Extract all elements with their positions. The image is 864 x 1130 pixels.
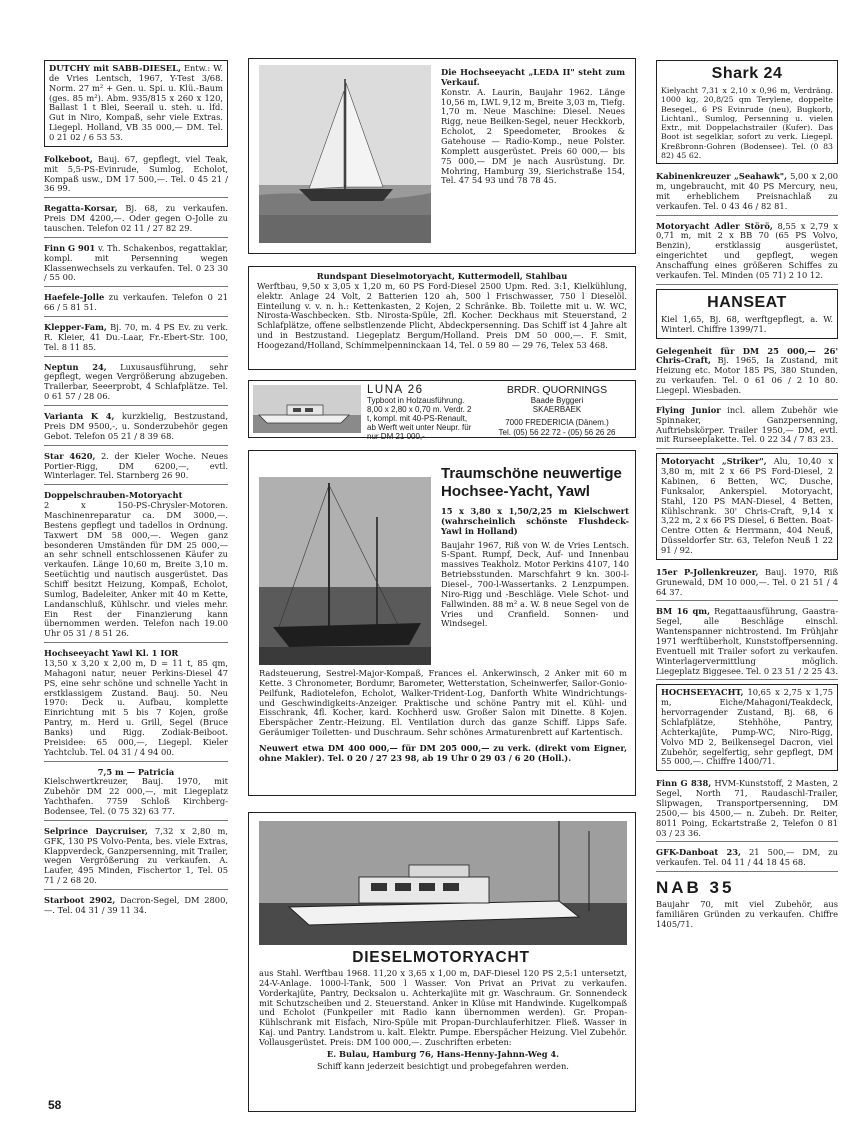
ad-heading: BM 16 qm, [656,606,710,617]
ad-text: Bj. 1965, Ia Zustand, mit Heizung etc. Motor 185 PS, 380 Stunden, zu verkaufen. Tel. 0 61 06 / 2 10 80. Liegepl. Wiesbaden. [656,355,838,395]
luna-title: LUNA 26 [367,384,424,396]
ad-text: 21 500,— DM, zu verkaufen. Tel. 04 11 / 44 18 45 68. [656,847,838,868]
classified-ad [656,404,838,449]
luna-ad [248,380,636,441]
diesel-note: Schiff kann jederzeit besichtigt und probegefahren werden. [317,1060,569,1071]
classified-ad [44,894,228,919]
ad-text: 2. der Kieler Woche. Neues Portier-Rigg, DM 6200,—, evtl. Winterlager. Tel. Starnberg 26 90. [44,450,228,481]
ad-text: Entw.: W. de Vries Lentsch, 1967, Y-Test 3/68. Norm. 27 m² + Gen. u. Spi. u. Klü.-Baum (ges. 85 m²). Abm. 935/815 x 260 x 120, Ballast 1 t Blei, Seerail u. steh. u. lfd. Gut in Niro, Kompaß, sehr viele Extras. Liegepl. Holland, VB 35 000,— DM. Tel. 0 21 02 / 6 53 53. [49,63,223,143]
ad-heading: Finn G 838, [656,778,712,789]
ad-heading: Klepper-Fam, [44,322,107,333]
ad-text: 5,00 x 2,00 m, ungebraucht, mit 40 PS Mercury, neu, mit erheblichem Preisnachlaß zu verkaufen. Tel. 0 43 46 / 82 81. [656,171,839,211]
ad-heading: Star 4620, [44,450,96,461]
ad-text: 2 x 150-PS-Chrysler-Motoren. Maschinenreparatur ca. DM 3000,—. Bestens gepflegt und tadellos in Ordnung. Taxwert DM 58 000,—. Wegen ganz besonderen Umständen für DM 25 000,— an sehr schnell entschlossenen Käufer zu verkaufen. Länge 10,60 m, Breite 3,10 m. Seetüchtig und nautisch ausgerüstet. Das Schiff besitzt Heizung, Kompaß, Echolot, Sumlog, Badeleiter, Anker mit 40 m Kette, Landanschluß, Kühlschr. und vieles mehr. Ein Rest der Finanzierung kann übernommen werden. Telefon nach 19.00 Uhr 05 31 / 8 51 26. [44,500,228,639]
ad-heading: Selprince Daycruiser, [44,825,148,836]
ad-heading: Regatta-Korsar, [44,203,118,214]
ad-heading: 15er P-Jollenkreuzer, [656,566,759,577]
dealer-line: Baade Byggeri [530,396,584,406]
diesel-title: DIESELMOTORYACHT [352,949,530,966]
ad-heading: HOCHSEEYACHT, [661,687,744,698]
right-column [656,60,838,937]
classified-ad [44,60,228,147]
classified-ad [44,242,228,287]
ad-heading: Die Hochseeyacht „LEDA II" steht zum Verkauf. [441,67,625,87]
classified-ad [44,321,228,357]
left-column [44,60,228,923]
ad-text: aus Stahl. Werftbau 1968. 11,20 x 3,65 x 1,00 m, DAF-Diesel 120 PS 2,5:1 untersetzt, 24-V-Anlage. 1000-l-Tank, 500 l Wasser. Von Privat an Privat zu verkaufen. Vorderkajüte, Pantry, Decksalon u. Achterkajüte mit gr. Waschraum. Gr. Sonnendeck mit Schutzscheiben und 2. Steuerstand. Anker in Klüse mit Handwinde. Kugelkompaß und Echolot (Funkpeiler mit Radio kann übernommen werden). Gr. Propan-Kühlschrank mit Eisfach, Niro-Spüle mit Propan-Durchlauferhitzer. Fließ. Wasser in Kaj. und Pantry. Landstrom u. kalt. Elektr. Pumpe. Eberspächer Heizung. Viel Zubehör. Vollausgerüstet. Preis: DM 100 000,—. Zuschriften erbeten: [259,968,627,1048]
ad-text: HVM-Kunststoff, 2 Masten, 2 Segel, North 71, Raudaschl-Trailer, Slipwagen, Transportpersenning, DM 2500,— bis 4500,— n. Zubeh. Dr. Reiter, 8011 Poing, Eckartstraße 2, Telefon 0 81 03 / 23 36. [656,778,838,838]
ad-text: Bj. 68, zu verkaufen. Preis DM 4200,—. Oder gegen O-Jolle zu tauschen. Telefon 02 11 / 27 82 29. [44,203,228,234]
yawl-title: Traumschöne neuwertige Hochsee-Yacht, Yawl [441,465,622,500]
classified-ad [656,453,838,560]
ad-heading: Starboot 2902, [44,895,116,906]
classified-ad [44,410,228,446]
classified-ad [656,605,838,680]
classified-ad [656,777,838,842]
ad-text: Bauj. 1970, Riß Grunewald, DM 10 000,—. Tel. 0 21 51 / 4 64 37. [656,566,838,597]
classified-ad [656,684,838,771]
ad-heading: Motoryacht Adler Störö, [656,220,773,231]
luna-text: Typboot in Holzausführung. 8,00 x 2,80 x 0,70 m. Verdr. 2 t, kompl. mit 40-PS-Renault, ab Werft weit unter Neupr. für nur DM 21 000,- [367,395,472,441]
classified-ad [44,153,228,198]
classified-ad [44,489,228,643]
ad-heading: Finn G 901 [44,242,96,253]
page-number: 58 [48,1098,62,1112]
ad-heading: Hochseeyacht Yawl Kl. 1 IOR [44,648,179,659]
ad-text: Regattaausführung, Gaastra-Segel, alle Beschläge einschl. Wantenspanner nichtrostend. Im Frühjahr 1971 werftüberholt, Kunststoffpersenning. Eventuell mit Trailer sofort zu verkaufen. Winterlagervermittlung möglich. Liegeplatz Biggesee. Tel. 0 23 51 / 2 25 43. [656,606,839,676]
shark-ad [656,60,838,164]
motorboat-photo [253,385,361,433]
ad-text: Radsteuerung, Sestrel-Major-Kompaß, Frances el. Ankerwinsch, 2 Anker mit 60 m Kette. 3 Chronometer, Bordumr, Barometer, Wetterstation, Scheinwerfer, Sailor-Gonio-Peilfunk, Radiotelefon, Echolot, Walker-Trident-Log, Danforth White Windrichtungs- und Geschwindigkeits-Anzeiger. Praktische und schöne Pantry mit el. Kühl- und Eisschrank, 4fl. Kocher, kard. Kochherd usw. Großer Salon mit Dinette. 8 Kojen. Eberspächer Zentr.-Heizung. El. Ventilation durch das ganze Schiff. Lipps Safe. Geräumiger Toiletten- und Duschraum. Sehr schönes Armaturenbrett auf Kartentisch. [259,668,627,738]
classified-ad [656,345,838,400]
ad-heading: 7,5 m — Patricia [97,766,175,777]
classified-ad [44,766,228,821]
yawl-photo [259,477,431,665]
ad-heading: DUTCHY mit SABB-DIESEL, [49,63,181,73]
nab-title: NAB 35 [656,878,735,898]
yawl-price: Neuwert etwa DM 400 000,— für DM 205 000,— zu verk. (direkt vom Eigner, ohne Makler). Tel. 0 20 / 27 23 98, ab 19 Uhr 0 29 03 / 6 20 (Holl.). [259,743,627,763]
ad-text: Baujahr 1967, Riß von W. de Vries Lentsch. S-Spant. Rumpf, Deck, Auf- und Innenbau massives Teakholz. Motor Perkins 4107, 140 Betriebsstunden. Marschfahrt 9 kn. 300-l-Diesel-, 700-l-Wassertanks. 2 Lenzpumpen. Niro-Rigg und -Beschläge. Viele Schot- und Fallwinden. 88 m² a. W. 8 neue Segel von de Vries und Cranfield. Sonnen- und Windsegel. [441,539,629,629]
ad-heading: Folkeboot, [44,153,93,164]
motoryacht-photo [259,821,627,945]
yawl-ad [248,450,636,796]
classified-ad [44,202,228,238]
ad-text: v. Th. Schakenbos, regattaklar, kompl. mit Persenning wegen Klassenwechsels zu verkaufen. Tel. 0 23 30 / 55 00. [44,242,228,283]
ad-text: Bj. 70, m. 4 PS Ev. zu verk. R. Kleier, 41 Du.-Laar, Fr.-Ebert-Str. 100, Tel. 8 11 85. [44,322,229,352]
dealer-line: SKAERBAEK [532,405,582,415]
ad-heading: Gelegenheit für DM 25 000,— 26' Chris-Craft, [656,345,838,366]
ad-text: zu verkaufen. Telefon 0 21 66 / 5 81 51. [44,292,228,313]
sailboat-photo [259,65,431,243]
shark-title: Shark 24 [711,65,783,82]
classified-ad [44,361,228,406]
classified-ad [44,450,228,486]
ad-text: 8,55 x 2,79 x 0,71 m, mit 2 x BB 70 (65 PS Volvo, Benzin), erstklassig ausgerüstet, eingerichtet und gepflegt, wegen Anschaffung eines größeren Schiffes zu verkaufen. Tel. Minden (05 71) 2 10 12. [656,220,839,280]
ad-text: Luxusausführung, sehr gepflegt, wegen Vergrößerung abzugeben. Trailerbar, Seeerprobt, 4 Schlafplätze. Tel. 0 61 57 / 28 06. [44,361,229,402]
ad-heading: Varianta K 4, [44,411,115,422]
classified-ad [656,220,838,285]
ad-text: Baujahr 70, mit viel Zubehör, aus familiären Gründen zu verkaufen. Chiffre 1405/71. [656,899,838,930]
ad-text: kurzkielig, Bestzustand, Preis DM 9500,-, u. Sonderzubehör gegen Gebot. Telefon 05 21 / 8 39 68. [44,411,229,441]
classified-ad [44,647,228,761]
dealer-phone: Tel. (05) 56 22 72 - (05) 56 26 26 [498,427,616,437]
classified-ad [44,825,228,890]
ad-heading: Doppelschrauben-Motoryacht [44,490,183,501]
classified-ad [656,846,838,872]
classified-ad [44,291,228,317]
ad-text: 7,32 x 2,80 m, GFK, 130 PS Volvo-Penta, bes. viele Extras, Klappverdeck, Ganzpersenning, mit Trailer, wegen Vergrößerung zu verkaufen. A. Laufer, 495 Minden, Fischertor 1, Tel. 05 71 / 2 68 20. [44,825,229,886]
leda-ad [248,58,636,254]
classified-ad [656,170,838,215]
ad-text: Kielyacht 7,31 x 2,10 x 0,96 m, Verdräng. 1000 kg, 20,8/25 qm Terylene, doppelte Besegel., 6 PS Evinrude (neu), Bugkorb, Lichtanl., Sumlog, Persenning u. vielen Extr., mit Doppelachstrailer (Kufer). Das Boot ist segelklar, sofort zu verk. Liegepl. Kreßbronn-Gohren (Bodensee). Tel. (0 83 82) 45 62. [661,86,833,160]
rundspant-ad [248,266,636,370]
dealer-name: BRDR. QUORNINGS [506,384,608,396]
ad-text: Bauj. 67, gepflegt, viel Teak, mit 5,5-PS-Evinrude, Sumlog, Echolot, Kompaß usw., DM 17 500,—. Tel. 0 45 21 / 36 99. [44,153,229,194]
hanseat-ad [656,289,838,339]
yawl-spec: 15 x 3,80 x 1,50/2,25 m Kielschwert (wahrscheinlich schönste Flushdeck-Yawl in Holland) [441,506,629,536]
ad-text: Kiel 1,65, Bj. 68, werftgepflegt, a. W. Winterl. Chiffre 1399/71. [661,313,833,334]
ad-heading: GFK-Danboat 23, [656,847,741,858]
ad-text: Alu, 10,40 x 3,80 m, mit 2 x 66 PS Ford-Diesel, 2 Kabinen, 6 Betten, WC, Dusche, Funksalor, Ankerspiel. Motoryacht, Stahl, 120 PS MAN-Diesel, 4 Betten, Kühlschrank. 30' Chris-Craft, 9,14 x 3,22 m, 2 x 66 PS Diesel, 6 Betten. Boat-Centre Otten & Herrmann, 404 Neuß, Düsseldorfer Str. 63, Telefon Neuß 1 22 91 / 92. [661,456,834,555]
dealer-address: 7000 FREDERICIA (Dänem.) [505,418,609,428]
diesel-contact: E. Bulau, Hamburg 76, Hans-Henny-Jahnn-Weg 4. [326,1048,560,1059]
ad-text: 10,65 x 2,75 x 1,75 m, Eiche/Mahagoni/Teakdeck, hervorragender Zustand, Bj. 68, 6 Schlafplätze, Stehhöhe, Pantry, Achterkajüte, Pump-WC, Niro-Rigg, Volvo MD 2, Beilkensegel Dacron, viel Zubehör, segelfertig, sehr gepflegt, DM 55 000,—. Chiffre 1400/71. [661,687,833,767]
ad-heading: Neptun 24, [44,361,107,372]
ad-heading: Rundspant Dieselmotoryacht, Kuttermodell, Stahlbau [316,271,568,281]
ad-text: Werftbau, 9,50 x 3,05 x 1,20 m, 60 PS Ford-Diesel 2500 Upm. Red. 3:1, Kielkühlung, elektr. Anlage 24 Volt, 2 Batterien 120 ah, 500 l Frischwasser, 750 l Dieselöl. Einteilung v. v. n. h.: Kettenkasten, 2 Kojen, 2 Schränke. Bb. Toilette mit u. W. WC, Nirosta-Waschbecken. Stb. Nirosta-Spüle, 2fl. Kocher. Deckhaus mit Steuerstand, 2 Schlafplätze, offene selbstlenzende Plicht, Abdeckpersenning. Das Schiff ist 4 Jahre alt und in Bestzustand. Liegeplatz Bergum/Holland. Preis DM 50 000,—. F. Smit, Hoogezand/Holland, Schimmelpenninckaan 14, Tel. 0 59 80 — 29 76, Telex 53 468. [257,280,627,351]
ad-text: Konstr. A. Laurin, Baujahr 1962. Länge 10,56 m, LWL 9,12 m, Breite 3,03 m, Tiefg. 1,70 m. Neue Maschine: Diesel. Neues Rigg, neue Beilken-Segel, neuer Heckkorb, Echolot, 2 Speedometer, Brookes & Gatehouse — Radio-Komp., neue Polster. Komplett ausgerüstet. Preis 60 000,— bis 75 000,— DM je nach Ausrüstung. Dr. Mohring, Hamburg 39, Sierichstraße 154, Tel. 47 54 93 und 78 78 45. [441,86,625,186]
hanseat-title: HANSEAT [707,293,787,311]
dieselmotoryacht-ad [248,812,636,1112]
ad-heading: Flying Junior [656,404,721,415]
ad-text: incl. allem Zubehör wie Spinnaker, Ganzpersenning, Auftriebskörper. Trailer 1950,— DM, evtl. mit Rurseeplakette. Tel. 0 22 34 / 7 83 23. [656,404,838,445]
classified-ad [656,566,838,602]
nab-ad [656,876,838,933]
ad-text: 13,50 x 3,20 x 2,00 m, D = 11 t, 85 qm, Mahagoni natur, neuer Perkins-Diesel 47 PS, eine sehr schöne und schnelle Yacht in erstklassigem Zustand. Bauj. 50. Neu 1970: Deck u. Aufbau, komplette Einrichtung mit 5 bis 7 Kojen, große Pantry, m. Herd u. Grill, Segel (Bruce Banks) und Rigg. Zodiak-Beiboot. Preisidee: 65 000,—, Liegepl. Kieler Yachtclub. Tel. 04 31 / 4 94 00. [44,657,228,757]
ad-heading: Kabinenkreuzer „Seahawk", [656,171,787,182]
ad-heading: Haefele-Jolle [44,292,105,303]
ad-text: Dacron-Segel, DM 2800,—. Tel. 04 31 / 39 11 34. [44,895,228,915]
ad-text: Kielschwertkreuzer, Bauj. 1970, mit Zubehör DM 22 000,—, mit Liegeplatz Yachthafen. 7759 Schloß Kirchberg-Bodensee, Tel. (0 75 32) 63 77. [44,776,228,816]
ad-heading: Motoryacht „Striker", [661,456,767,467]
